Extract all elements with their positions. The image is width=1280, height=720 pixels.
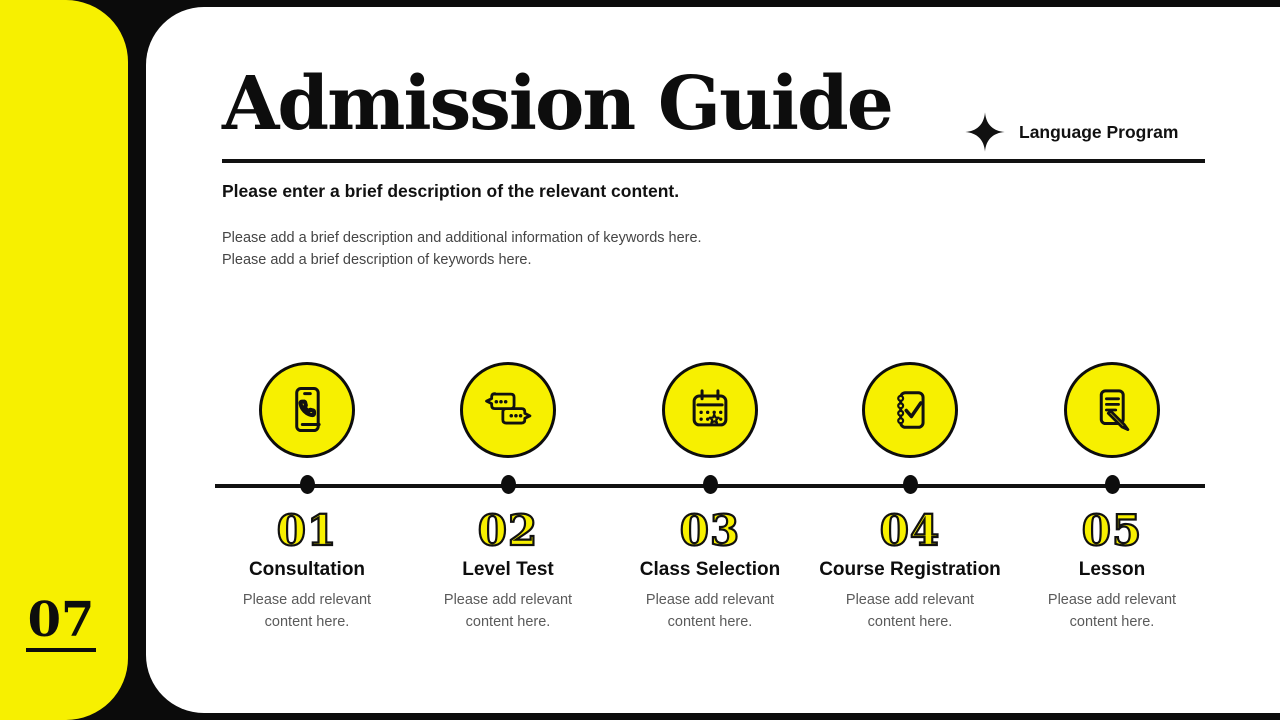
- document-pencil-icon: [1084, 382, 1140, 438]
- calendar-star-icon: [682, 382, 738, 438]
- step-title: Consultation: [248, 559, 366, 580]
- side-rail: [0, 0, 128, 720]
- step-icon-circle: [662, 362, 758, 458]
- step-title: Lesson: [1078, 559, 1146, 580]
- step-number: 05: [1081, 506, 1143, 555]
- step-description: Please add relevant content here.: [1047, 592, 1177, 630]
- timeline-dot: [300, 475, 315, 494]
- step-number: 03: [679, 506, 741, 555]
- content-card: [146, 7, 1280, 713]
- sparkle-icon: [964, 111, 1006, 153]
- description-heading: Please enter a brief description of the relevant content.: [222, 181, 680, 201]
- step-number: 01: [276, 506, 338, 555]
- checklist-icon: [882, 382, 938, 438]
- step-description: Please add relevant content here.: [242, 592, 372, 630]
- step-number: 02: [477, 506, 539, 555]
- tagline-label: Language Program: [1019, 121, 1179, 142]
- step-icon-circle: [259, 362, 355, 458]
- page-title: Admission Guide: [222, 61, 892, 147]
- timeline-step-consultation: [207, 362, 407, 633]
- timeline-dot: [501, 475, 516, 494]
- timeline-step-level-test: [408, 362, 608, 633]
- step-description: Please add relevant content here.: [845, 592, 975, 630]
- timeline-step-class-selection: [610, 362, 810, 633]
- timeline-step-lesson: [1012, 362, 1212, 633]
- timeline-dot: [1105, 475, 1120, 494]
- step-description: Please add relevant content here.: [443, 592, 573, 630]
- step-description: Please add relevant content here.: [645, 592, 775, 630]
- step-icon-circle: [1064, 362, 1160, 458]
- timeline-dot: [903, 475, 918, 494]
- timeline-dot: [703, 475, 718, 494]
- page-number: 07: [26, 594, 96, 652]
- chat-bubbles-icon: [480, 382, 536, 438]
- description-body: [222, 228, 702, 271]
- step-title: Level Test: [462, 559, 554, 580]
- step-title: Course Registration: [819, 559, 1001, 580]
- timeline-step-course-registration: [810, 362, 1010, 633]
- step-icon-circle: [862, 362, 958, 458]
- step-title: Class Selection: [639, 559, 781, 580]
- phone-icon: [279, 382, 335, 438]
- tagline: [964, 111, 1178, 153]
- title-underline: [222, 159, 1205, 163]
- description-line-2: Please add a brief description of keywords here.: [222, 251, 532, 268]
- step-number: 04: [879, 506, 941, 555]
- step-icon-circle: [460, 362, 556, 458]
- description-line-1: Please add a brief description and additional information of keywords here.: [222, 230, 702, 246]
